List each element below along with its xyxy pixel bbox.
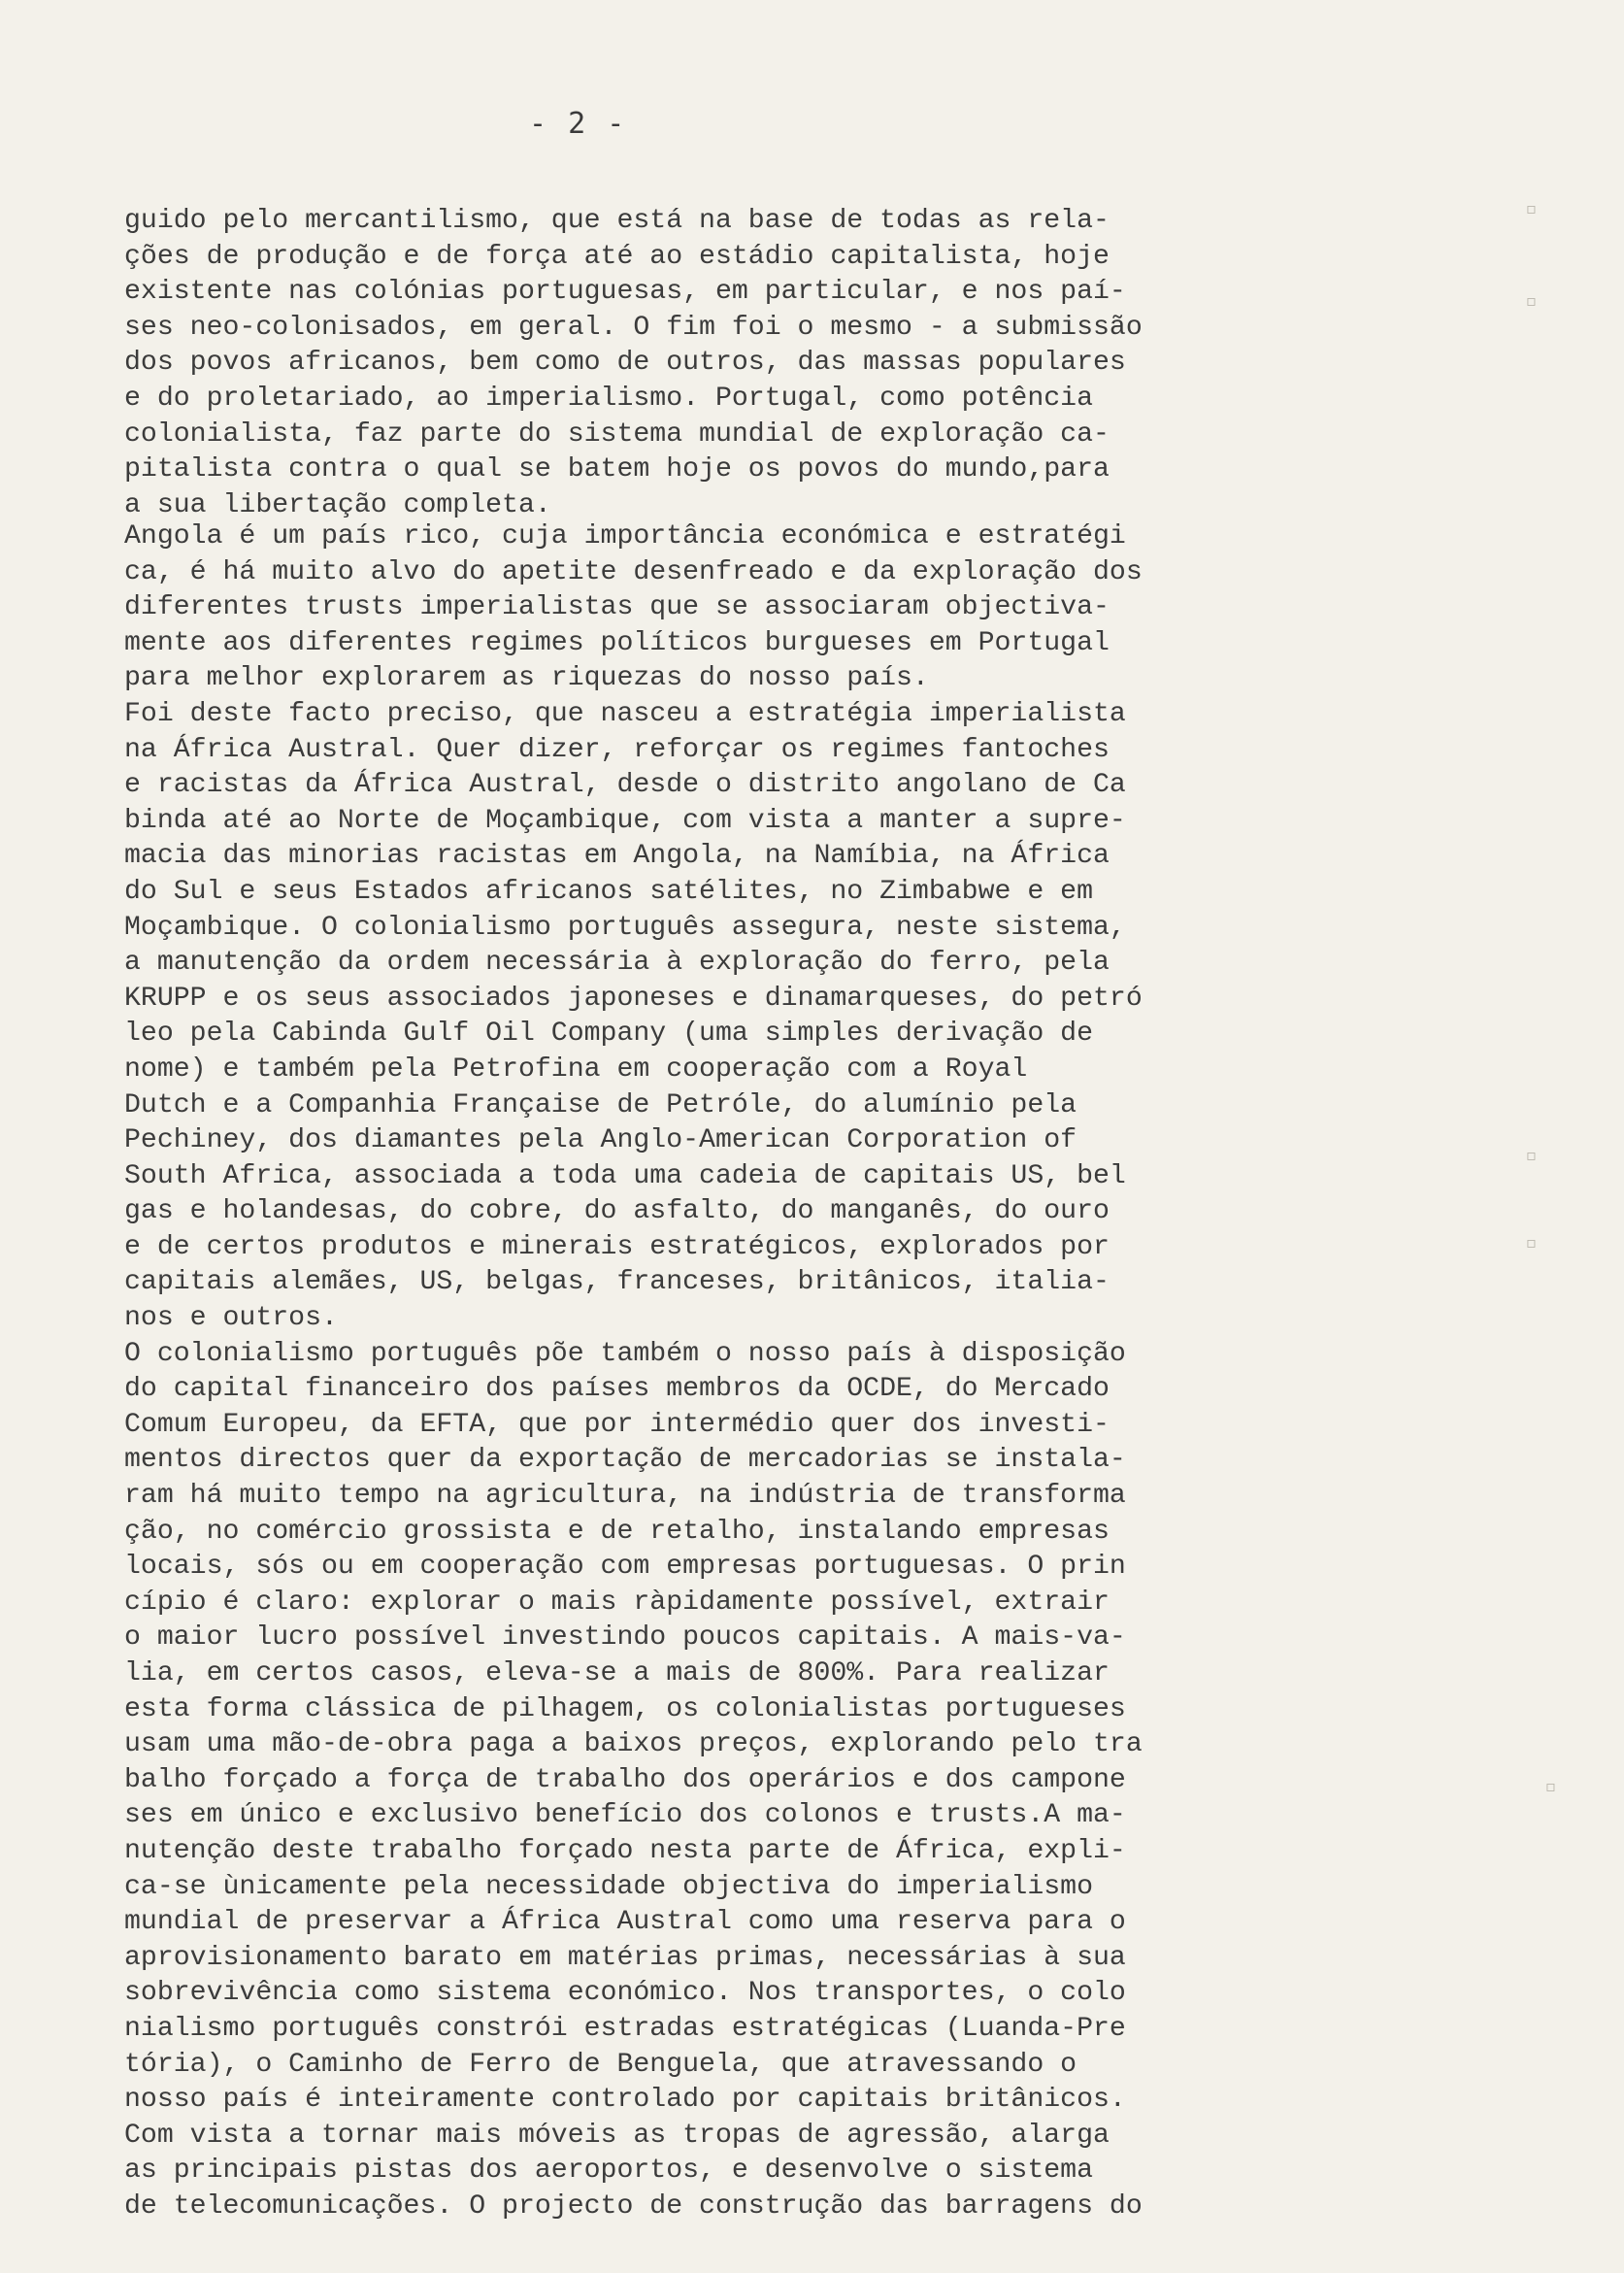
text-line: de telecomunicações. O projecto de construção das barragens do	[124, 2190, 1143, 2222]
margin-mark: ▫	[1526, 1233, 1537, 1252]
text-line: nialismo português constrói estradas estratégicas (Luanda-Pre	[124, 2013, 1126, 2044]
text-line: pitalista contra o qual se batem hoje os povos do mundo,para	[124, 454, 1110, 485]
text-line: Angola é um país rico, cuja importância económica e estratégi	[124, 521, 1126, 552]
text-line: Comum Europeu, da EFTA, que por intermédio quer dos investi-	[124, 1409, 1110, 1440]
text-line: existente nas colónias portuguesas, em particular, e nos paí-	[124, 277, 1126, 308]
text-line: gas e holandesas, do cobre, do asfalto, do manganês, do ouro	[124, 1196, 1110, 1227]
text-line: ses em único e exclusivo benefício dos colonos e trusts.A ma-	[124, 1800, 1126, 1831]
text-line: KRUPP e os seus associados japoneses e dinamarqueses, do petró	[124, 983, 1143, 1014]
text-line: e do proletariado, ao imperialismo. Portugal, como potência	[124, 383, 1093, 414]
margin-mark: ▫	[1526, 291, 1537, 310]
text-line: ses neo-colonisados, em geral. O fim foi o mesmo - a submissão	[124, 312, 1143, 343]
text-line: nutenção deste trabalho forçado nesta parte de África, expli-	[124, 1835, 1126, 1866]
text-line: a sua libertação completa.	[124, 489, 551, 520]
margin-mark: ▫	[1526, 1146, 1537, 1164]
text-line: esta forma clássica de pilhagem, os colonialistas portugueses	[124, 1693, 1126, 1724]
text-line: ções de produção e de força até ao estádio capitalista, hoje	[124, 241, 1110, 272]
text-line: as principais pistas dos aeroportos, e desenvolve o sistema	[124, 2156, 1093, 2187]
text-line: sobrevivência como sistema económico. Nos transportes, o colo	[124, 1978, 1126, 2009]
text-line: para melhor explorarem as riquezas do nosso país.	[124, 663, 929, 694]
text-line: South Africa, associada a toda uma cadeia de capitais US, bel	[124, 1160, 1126, 1191]
text-line: cípio é claro: explorar o mais ràpidamente possível, extrair	[124, 1587, 1110, 1618]
text-line: O colonialismo português põe também o nosso país à disposição	[124, 1338, 1126, 1369]
paragraph-1	[124, 204, 1367, 523]
text-line: a manutenção da ordem necessária à exploração do ferro, pela	[124, 948, 1110, 979]
text-line: nome) e também pela Petrofina em cooperação com a Royal	[124, 1053, 1028, 1085]
text-line: macia das minorias racistas em Angola, na Namíbia, na África	[124, 841, 1110, 872]
text-line: usam uma mão-de-obra paga a baixos preços, explorando pelo tra	[124, 1729, 1143, 1760]
margin-mark: ▫	[1526, 199, 1537, 217]
text-line: aprovisionamento barato em matérias primas, necessárias à sua	[124, 1942, 1126, 1973]
text-line: colonialista, faz parte do sistema mundial de exploração ca-	[124, 418, 1110, 450]
text-line: mundial de preservar a África Austral como uma reserva para o	[124, 1907, 1126, 1938]
text-line: Moçambique. O colonialismo português assegura, neste sistema,	[124, 912, 1126, 943]
text-line: ca-se ùnicamente pela necessidade objectiva do imperialismo	[124, 1871, 1093, 1902]
text-line: e de certos produtos e minerais estratégicos, explorados por	[124, 1231, 1110, 1262]
text-line: do Sul e seus Estados africanos satélites, no Zimbabwe e em	[124, 876, 1093, 907]
page-number: - 2 -	[529, 107, 627, 141]
text-line: ram há muito tempo na agricultura, na indústria de transforma	[124, 1481, 1126, 1512]
text-line: Foi deste facto preciso, que nasceu a estratégia imperialista	[124, 698, 1126, 729]
text-line: e racistas da África Austral, desde o distrito angolano de Ca	[124, 770, 1126, 801]
paragraph-2	[124, 519, 1367, 2225]
text-line: ção, no comércio grossista e de retalho, instalando empresas	[124, 1516, 1110, 1547]
text-line: capitais alemães, US, belgas, franceses, britânicos, italia-	[124, 1267, 1110, 1298]
text-line: diferentes trusts imperialistas que se associaram objectiva-	[124, 592, 1110, 623]
text-line: mentos directos quer da exportação de mercadorias se instala-	[124, 1445, 1126, 1476]
text-line: Com vista a tornar mais móveis as tropas de agressão, alarga	[124, 2120, 1110, 2151]
text-line: guido pelo mercantilismo, que está na base de todas as rela-	[124, 206, 1110, 236]
text-line: Dutch e a Companhia Française de Petróle, do alumínio pela	[124, 1089, 1077, 1120]
text-line: tória), o Caminho de Ferro de Benguela, que atravessando o	[124, 2049, 1077, 2080]
text-line: dos povos africanos, bem como de outros, das massas populares	[124, 348, 1126, 379]
margin-mark: ▫	[1545, 1777, 1556, 1795]
text-line: na África Austral. Quer dizer, reforçar os regimes fantoches	[124, 734, 1110, 765]
text-line: do capital financeiro dos países membros da OCDE, do Mercado	[124, 1374, 1110, 1405]
text-line: ca, é há muito alvo do apetite desenfreado e da exploração dos	[124, 556, 1143, 587]
text-line: lia, em certos casos, eleva-se a mais de 800%. Para realizar	[124, 1658, 1110, 1688]
text-line: nosso país é inteiramente controlado por capitais britânicos.	[124, 2085, 1126, 2116]
text-line: o maior lucro possível investindo poucos capitais. A mais-va-	[124, 1622, 1126, 1654]
text-line: mente aos diferentes regimes políticos burgueses em Portugal	[124, 627, 1110, 658]
text-line: leo pela Cabinda Gulf Oil Company (uma simples derivação de	[124, 1019, 1093, 1050]
text-line: Pechiney, dos diamantes pela Anglo-American Corporation of	[124, 1125, 1077, 1156]
text-line: nos e outros.	[124, 1303, 338, 1334]
text-line: binda até ao Norte de Moçambique, com vista a manter a supre-	[124, 805, 1126, 836]
text-line: locais, sós ou em cooperação com empresas portuguesas. O prin	[124, 1552, 1126, 1583]
text-line: balho forçado a força de trabalho dos operários e dos campone	[124, 1764, 1126, 1795]
